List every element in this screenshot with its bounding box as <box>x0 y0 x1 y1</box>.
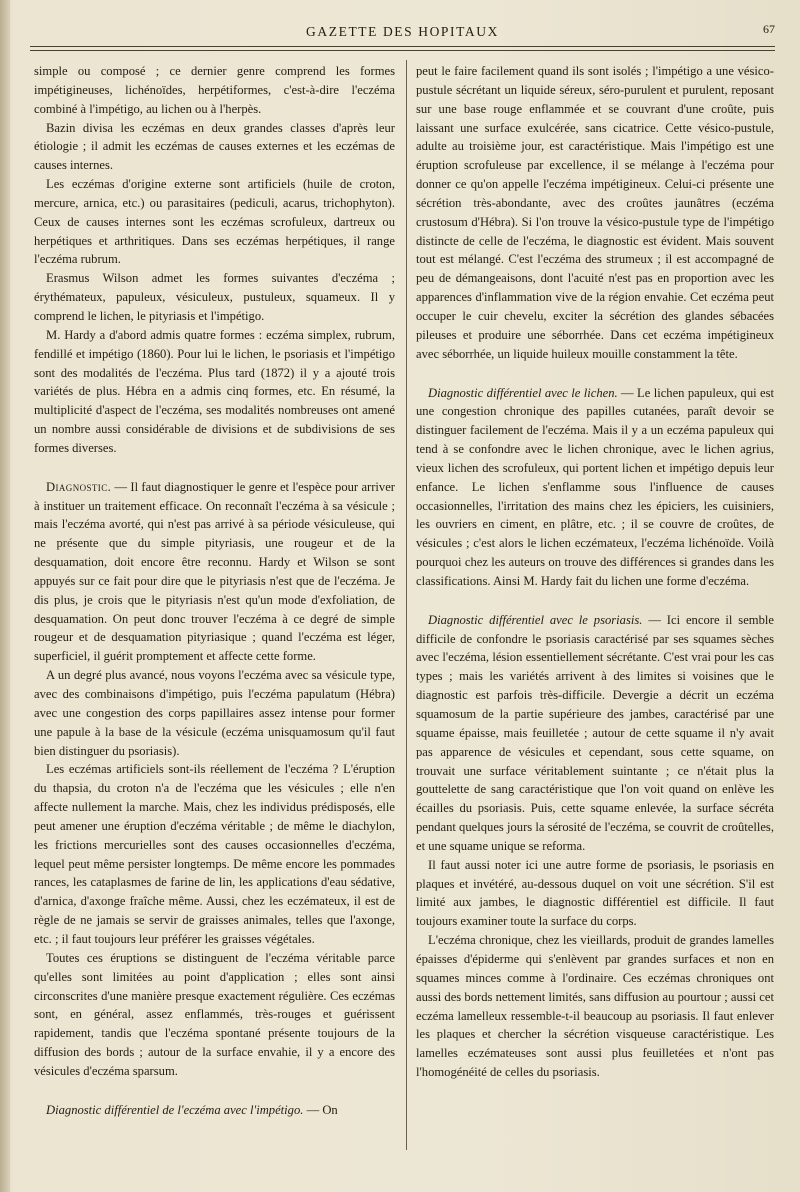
paragraph: Les eczémas artificiels sont-ils réellement de l'eczéma ? L'éruption du thapsia, du croton n'a de l'eczéma que les vésicules ; elle n'en affecte nullement la marche. Mais, chez les individus prédisposés, elle peut amener une éruption d'eczéma véritable ; de même le diachylon, les frictions mercurielles sont des causes occasionnelles d'eczéma, lequel peut même persister longtemps. De même encore les pommades rances, les cataplasmes de farine de lin, les applications d'eau sédative, d'arnica, d'axonge fraîche même. Aussi, chez les eczémateux, il est de règle de ne jamais se servir de graisses animales, telles que l'axonge, etc. ; il faut toujours leur préférer les graisses végétales. <box>34 762 395 946</box>
header-rule-top <box>30 46 775 47</box>
column-divider <box>406 60 407 1150</box>
left-column <box>34 62 395 1120</box>
paragraph-text: — On <box>303 1102 338 1117</box>
paragraph: peut le faire facilement quand ils sont isolés ; l'impétigo a une vésico-pustule sécrétant un liquide séreux, séro-purulent et purulent, reposant sur une base rouge enflammée et se couvrant d'une croûte, puis laissant une surface exulcérée, sans cicatrice. Cette vésico-pustule, adulte au troisième jour, est caractéristique. Mais l'impétigo est une éruption scrofuleuse par excellence, il se mélange à l'eczéma pour donner ce qu'on appelle l'eczéma impétigineux. Celui-ci présente une sécrétion très-abondante, avec des croûtes jaunâtres (eczéma crustosum d'Hébra). Si l'on trouve la vésico-pustule type de l'impétigo distincte de celle de l'eczéma, le diagnostic est évident. Mais souvent tout est mélangé. C'est l'eczéma des strumeux ; il est accompagné de peu de démangeaisons, dont l'acuité n'est pas en proportion avec les apparences d'inflammation vive de la région envahie. Cet eczéma peut occuper le cuir chevelu, exciter la sécrétion des glandes sébacées pileuses et produire une séborrhée. Dans cet eczéma impétigineux avec séborrhée, un liquide huileux mouille constamment la tête. <box>416 64 774 361</box>
paragraph: L'eczéma chronique, chez les vieillards, produit de grandes lamelles épaisses d'épiderme qui s'enlèvent par grandes surfaces et non en squames minces comme à l'ordinaire. Ces eczémas chroniques ont aussi des bords nettement limités, sans diffusion au pourtour ; aussi cet eczéma lamelleux ressemble-t-il beaucoup au psoriasis. Il faut enlever les plaques et chercher la sécrétion visqueuse caractéristique. Les lamelles eczémateuses sont aussi plus feuilletées et n'ont pas l'homogénéité de celles du psoriasis. <box>416 933 774 1080</box>
header-rule-bottom <box>30 50 775 51</box>
paragraph-text: — Le lichen papuleux, qui est une congestion chronique des papilles cutanées, paraît devoir se distinguer facilement de l'eczéma. Mais il y a un eczéma papuleux qui tend à se confondre avec le lichen chronique, avec le lichen agrius, vieux lichen des scrofuleux, qui portent lichen et impétigo depuis leur enfance. Le lichen s'enflamme sous l'influence de causes occasionnelles, l'irritation des mains chez les épiciers, les cuisiniers, les ouvriers en ciment, en plâtre, etc. ; il se couvre de croûtes, de vésicules ; c'est alors le lichen eczémateux, l'eczéma lichénoïde. Voilà pourquoi chez les auteurs on trouve des différences si grandes dans les classifications. Ainsi M. Hardy fait du lichen une forme d'eczéma. <box>416 385 775 588</box>
right-column <box>416 62 774 1082</box>
section-heading: Diagnostic différentiel avec le psoriasis. <box>428 612 643 627</box>
paragraph-text: — Il faut diagnostiquer le genre et l'espèce pour arriver à instituer un traitement efficace. On reconnaît l'eczéma à sa vésicule ; mais l'eczéma avorté, qui n'est pas arrivé à sa période vésiculeuse, qui ne présente que du simple pityriasis, une rougeur et de la desquamation, doit encore être reconnu. Hardy et Wilson se sont appuyés sur ce fait pour dire que le pityriasis n'est que de l'eczéma. Je dis plus, je crois que le pityriasis n'est qu'un mode d'exfoliation, de desquamation. On peut donc trouver l'eczéma à ce degré de simple rougeur et de desquamation pityriasique ; quand l'eczéma est léger, superficiel, il guérit promptement et affecte cette forme. <box>34 479 395 664</box>
paragraph: Les eczémas d'origine externe sont artificiels (huile de croton, mercure, arnica, etc.) ou parasitaires (pediculi, acarus, trichophyton). Ceux de causes internes sont les eczémas scrofuleux, dartreux ou herpétiques et arthritiques. Dans ses eczémas herpétiques, il range l'eczéma rubrum. <box>34 177 395 267</box>
page-number: 67 <box>763 22 775 36</box>
paragraph: simple ou composé ; ce dernier genre comprend les formes impétigineuses, lichénoïdes, herpétiformes, c'est-à-dire l'eczéma combiné à l'impétigo, au lichen ou à l'herpès. <box>34 64 395 116</box>
paragraph: Il faut aussi noter ici une autre forme de psoriasis, le psoriasis en plaques et invétéré, au-dessous duquel on voit une sécrétion. S'il est limité aux jambes, le diagnostic différentiel est difficile. Il faut toujours examiner toute la surface du corps. <box>416 857 774 929</box>
paragraph: A un degré plus avancé, nous voyons l'eczéma avec sa vésicule type, avec des combinaisons d'impétigo, puis l'eczéma papulatum (Hébra) avec une congestion des corps papillaires assez intense pour former une papule à la base de la vésicule (eczéma unisquamosum qu'il faut bien distinguer du psoriasis). <box>34 668 395 758</box>
paragraph-text: — Ici encore il semble difficile de confondre le psoriasis caractérisé par ses squames sèches avec l'eczéma, lésion essentiellement sécrétante. C'est vrai pour les cas types ; mais les variétés arrivent à des limites si voisines que le diagnostic est parfois très-difficile. Devergie a décrit un eczéma squamosum de la partie supérieure des jambes, caractérisé par une squame épaisse, mais feuilletée ; autour de cette squame il n'y avait pas apparence de vésicules et cependant, sous cette squame, on trouvait une surface véritablement suintante ; ce n'était plus la gouttelette de sang caractéristique que l'on voit quand on enlève les écailles du psoriasis. Puis, cette squame enlevée, la surface sécréta pendant quelques jours la sérosité de l'eczéma, se couvrit de croûtelles, et une squame unique se reforma. <box>416 612 774 853</box>
section-heading: Diagnostic différentiel de l'eczéma avec l'impétigo. <box>46 1102 304 1117</box>
journal-title: GAZETTE DES HOPITAUX <box>306 24 499 39</box>
paragraph-diagnostic <box>34 478 395 666</box>
paragraph: M. Hardy a d'abord admis quatre formes : eczéma simplex, rubrum, fendillé et impétigo (1860). Pour lui le lichen, le psoriasis et l'impétigo sont des modalités de l'eczéma. Plus tard (1872) il y a ajouté trois variétés de plus. Hébra en a admis cinq formes, etc. En résumé, la multiplicité d'aspect de l'eczéma, ses modalités nombreuses ont amené un nombre aussi considérable de divisions et de subdivisions de ses formes diverses. <box>34 327 395 455</box>
page-header <box>30 20 775 46</box>
section-heading: Diagnostic. <box>46 479 112 494</box>
page-binding-shadow <box>0 0 10 1192</box>
paragraph: Bazin divisa les eczémas en deux grandes classes d'après leur étiologie ; il admit les eczémas de causes externes et les eczémas de causes internes. <box>34 120 395 173</box>
paragraph-impetigo <box>34 1101 395 1120</box>
paragraph-lichen <box>416 384 774 591</box>
paragraph: Erasmus Wilson admet les formes suivantes d'eczéma ; érythémateux, papuleux, vésiculeux, pustuleux, squameux. Il y comprend le lichen, le pityriasis et l'impétigo. <box>34 271 395 323</box>
paragraph: Toutes ces éruptions se distinguent de l'eczéma véritable parce qu'elles sont limitées au point d'application ; elles sont ainsi circonscrites d'une manière presque exactement régulière. Ces eczémas sont, en général, assez enflammés, très-rouges et guérissent rapidement, tandis que l'eczéma spontané présente toujours de la diffusion des bords ; autour de la surface envahie, il y a encore des vésicules d'eczéma sparsum. <box>34 950 395 1078</box>
paragraph-psoriasis <box>416 611 774 856</box>
section-heading: Diagnostic différentiel avec le lichen. <box>428 385 618 400</box>
